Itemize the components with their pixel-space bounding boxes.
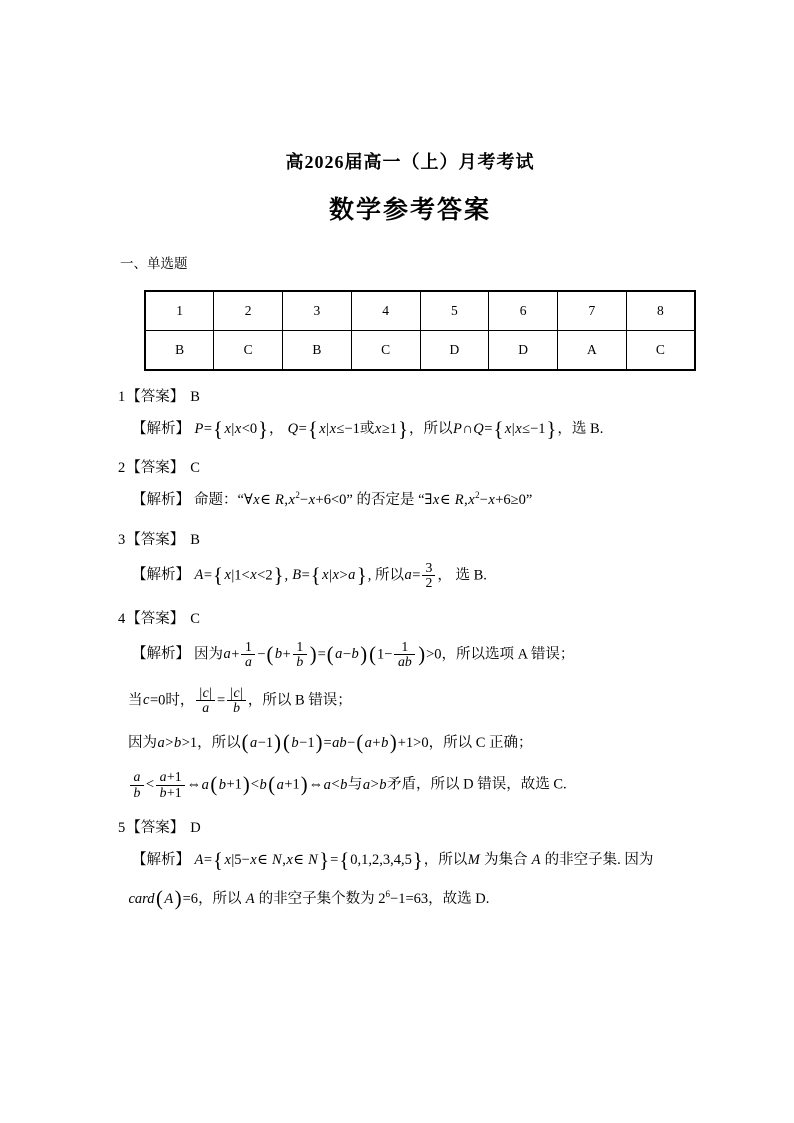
fraction <box>422 561 435 591</box>
analysis-line <box>132 561 702 591</box>
math-variable: c <box>143 692 150 709</box>
answer-label: 【答案】 <box>126 460 185 477</box>
math-variable: x <box>468 492 475 509</box>
tall-delimiter: ) <box>300 774 308 797</box>
fraction <box>156 770 185 800</box>
tall-delimiter: ( <box>156 888 163 911</box>
text-run: 的非空子集个数为 <box>255 890 379 907</box>
math-run: , <box>284 567 292 584</box>
question-5 <box>118 816 702 910</box>
math-variable: b <box>173 734 182 751</box>
math-variable: a <box>364 734 372 751</box>
question-number-cell: 7 <box>558 291 627 331</box>
text-run: ，所以选项 A 错误； <box>441 646 575 663</box>
question-number-cell: 4 <box>351 291 420 331</box>
fraction <box>394 640 415 670</box>
fraction-numerator: 3 <box>425 559 433 575</box>
fraction-numerator: |c| <box>230 684 243 700</box>
text-run: ，所以 <box>408 421 453 437</box>
math-variable: a <box>202 700 210 716</box>
fraction-denominator: 2 <box>422 575 435 590</box>
answer-letter-cell: B <box>145 331 214 371</box>
math-variable: a <box>335 646 343 663</box>
math-run <box>128 891 155 907</box>
math-run: a+b <box>364 734 389 751</box>
math-run: +1>0 <box>397 734 429 751</box>
math-run: ⇔a <box>186 776 209 793</box>
math-run: a>b <box>362 776 387 793</box>
math-run: =6 <box>182 890 199 907</box>
fraction-numerator <box>130 770 144 784</box>
analysis-line <box>132 489 702 511</box>
question-number: 4 <box>118 610 126 627</box>
tall-delimiter: ( <box>356 732 364 755</box>
analysis-line <box>128 888 702 910</box>
answer-letter-cell: C <box>351 331 420 371</box>
math-variable: x <box>322 567 329 584</box>
fraction <box>241 640 255 670</box>
question-number-cell: 8 <box>626 291 695 331</box>
math-run: P= <box>194 421 213 437</box>
math-variable: x <box>515 421 522 437</box>
tall-delimiter: } <box>258 418 269 441</box>
tall-delimiter: ( <box>326 643 334 666</box>
math-variable: b <box>218 776 226 793</box>
math-run: b−1 <box>291 734 315 751</box>
answer-label: 【答案】 <box>126 531 185 548</box>
text-run: ，选 B. <box>557 421 604 437</box>
math-variable: B <box>292 567 302 584</box>
math-run: = <box>217 692 226 709</box>
math-variable: a <box>249 734 258 751</box>
tall-delimiter: ) <box>360 643 368 666</box>
text-run: ” <box>525 492 533 509</box>
math-run: a−b <box>335 646 359 663</box>
math-run <box>531 852 541 868</box>
math-variable: x <box>332 567 339 584</box>
tall-delimiter: } <box>412 849 423 872</box>
section-heading: 一、单选题 <box>120 256 188 271</box>
math-run: a+ <box>223 646 240 663</box>
tall-delimiter: { <box>307 418 318 441</box>
math-run: < <box>145 776 155 793</box>
fraction-numerator: 1 <box>296 638 304 654</box>
math-variable: A <box>245 890 255 907</box>
answer-label: 【答案】 <box>126 389 185 405</box>
answer-heading <box>118 385 702 406</box>
superscript: 2 <box>475 490 480 501</box>
math-variable: N <box>272 852 282 869</box>
text-run: ， <box>269 421 288 437</box>
fraction <box>227 686 246 716</box>
math-run: x≥1 <box>374 421 398 437</box>
text-run: 矛盾，所以 D 错误，故选 C. <box>387 776 567 793</box>
text-run: ，所以 B 错误； <box>247 692 352 709</box>
math-variable: x <box>329 421 337 437</box>
tall-delimiter: } <box>319 849 330 872</box>
math-variable: x <box>286 852 293 869</box>
math-variable: P <box>452 421 462 437</box>
fraction-denominator <box>130 785 144 800</box>
math-run: <b <box>250 776 267 793</box>
math-variable: M <box>467 852 480 869</box>
analysis-line <box>132 418 702 440</box>
math-run: a>b>1 <box>157 734 198 751</box>
question-number-cell: 2 <box>214 291 283 331</box>
math-run: 2 <box>378 890 386 907</box>
answer-letter-cell: B <box>283 331 352 371</box>
math-variable: a <box>276 776 284 793</box>
math-run: a−1 <box>249 734 274 751</box>
math-variable: A <box>531 852 541 869</box>
text-run: 时， <box>165 692 195 709</box>
math-variable: x <box>224 567 231 584</box>
fraction-numerator: |c| <box>199 684 213 700</box>
fraction-denominator <box>241 654 255 669</box>
math-variable: b <box>259 776 267 793</box>
math-run: A= <box>194 852 213 869</box>
math-run: 0,1,2,3,4,5 <box>350 852 412 869</box>
questions-container <box>118 385 702 910</box>
text-run: 的非空子集. 因为 <box>540 852 654 869</box>
tall-delimiter: ) <box>174 888 182 911</box>
math-run: −x+6<0 <box>299 492 347 509</box>
math-variable: x <box>250 852 257 869</box>
tall-delimiter: ( <box>283 732 290 755</box>
math-run: ∀x∈ R,x <box>243 492 295 509</box>
math-variable: a <box>159 769 167 785</box>
math-variable: x <box>253 492 260 509</box>
answer-letter-cell: D <box>420 331 489 371</box>
tall-delimiter: ( <box>268 774 276 797</box>
math-run: >0 <box>426 646 442 663</box>
math-run: , <box>367 567 376 584</box>
fraction-numerator: 1 <box>401 638 409 654</box>
tall-delimiter: { <box>213 849 223 872</box>
math-variable: x <box>488 492 495 509</box>
math-variable: a <box>223 646 231 663</box>
answer-heading <box>118 456 702 477</box>
tall-delimiter: } <box>356 564 367 587</box>
math-run: x|x≤−1 <box>319 421 360 437</box>
analysis-line <box>128 770 702 800</box>
analysis-label: 【解析】 <box>132 492 190 509</box>
answer-letter: B <box>190 389 200 405</box>
math-run: = <box>330 852 339 869</box>
answer-letter-row <box>145 331 695 371</box>
tall-delimiter: { <box>310 564 321 587</box>
answer-label: 【答案】 <box>126 610 185 627</box>
math-variable: R <box>275 492 284 509</box>
tall-delimiter: ( <box>210 774 218 797</box>
answer-letter-cell: A <box>558 331 627 371</box>
answer-heading <box>118 607 702 628</box>
analysis-line <box>132 849 702 871</box>
math-run: x|x>a <box>322 567 356 584</box>
math-variable: a <box>201 776 209 793</box>
math-variable: c <box>233 684 240 700</box>
math-variable: x <box>432 492 440 509</box>
math-run: a+1 <box>276 776 300 793</box>
answer-letter-cell: C <box>214 331 283 371</box>
text-run: 与 <box>347 776 363 793</box>
question-4 <box>118 607 702 800</box>
tall-delimiter: ( <box>241 732 249 755</box>
tall-delimiter: ) <box>389 732 397 755</box>
answer-letter: C <box>190 610 200 627</box>
tall-delimiter: } <box>273 564 284 587</box>
math-variable: b <box>291 734 299 751</box>
math-variable: R <box>454 492 464 509</box>
tall-delimiter: ( <box>266 643 274 666</box>
math-run: x|x≤−1 <box>504 421 546 437</box>
text-run: ，所以 <box>198 890 246 907</box>
question-number-cell: 3 <box>283 291 352 331</box>
text-run: ，所以 <box>197 734 241 751</box>
math-variable: x <box>288 492 295 509</box>
math-variable: b <box>351 646 359 663</box>
math-variable: x <box>224 852 231 869</box>
math-variable: a <box>323 776 331 793</box>
math-run: b+ <box>274 646 291 663</box>
math-variable: A <box>194 567 204 584</box>
tall-delimiter: ) <box>242 774 250 797</box>
math-run: 1− <box>377 646 393 663</box>
math-run <box>164 891 174 907</box>
math-variable: b <box>133 784 141 800</box>
answer-table <box>144 290 696 371</box>
tall-delimiter: { <box>213 564 223 587</box>
fraction-numerator: a+1 <box>159 769 182 785</box>
math-run: −1=63 <box>390 890 429 907</box>
math-variable: N <box>308 852 318 869</box>
question-number: 5 <box>118 820 126 837</box>
tall-delimiter: { <box>213 418 223 441</box>
math-run: ⇔a<b <box>308 776 348 793</box>
math-run: = <box>317 646 326 663</box>
analysis-line <box>132 640 702 670</box>
answer-label: 【答案】 <box>126 820 185 837</box>
text-run: ，故选 D. <box>428 890 490 907</box>
math-variable: Q <box>287 421 299 437</box>
answer-letter: C <box>190 460 200 477</box>
answer-letter: D <box>190 820 201 837</box>
fraction-denominator <box>394 654 415 669</box>
fraction <box>196 686 215 716</box>
math-variable: a <box>362 776 371 793</box>
question-1 <box>118 385 702 440</box>
math-run: =ab− <box>323 734 356 751</box>
math-run: b+1 <box>218 776 242 793</box>
math-run: x|1<x<2 <box>224 567 273 584</box>
tall-delimiter: ) <box>418 643 426 666</box>
question-number-row <box>145 291 695 331</box>
math-variable: x <box>308 492 316 509</box>
math-variable: ab <box>397 654 412 670</box>
question-number-cell: 6 <box>489 291 558 331</box>
fraction-denominator <box>227 700 246 715</box>
tall-delimiter: ) <box>274 732 282 755</box>
tall-delimiter: { <box>493 418 504 441</box>
analysis-line <box>128 686 702 716</box>
math-variable: b <box>340 776 348 793</box>
math-variable: ab <box>332 734 347 751</box>
math-run: x|x<0 <box>224 421 258 437</box>
tall-delimiter: } <box>398 418 408 441</box>
analysis-label: 【解析】 <box>132 852 190 869</box>
question-number-cell: 5 <box>420 291 489 331</box>
math-variable: b <box>159 784 167 800</box>
text-run: 因为 <box>194 646 223 663</box>
math-run <box>467 852 480 868</box>
answer-key-title: 数学参考答案 <box>328 196 491 224</box>
math-run: −x+6≥0 <box>479 492 526 509</box>
text-run: 因为 <box>128 734 157 751</box>
math-run: − <box>257 646 266 663</box>
tall-delimiter: ) <box>315 732 323 755</box>
math-variable: b <box>233 700 240 716</box>
question-number: 2 <box>118 460 126 477</box>
math-variable: x <box>250 567 257 584</box>
answer-letter-cell: C <box>626 331 695 371</box>
fraction <box>293 640 307 670</box>
math-variable: b <box>274 646 283 663</box>
math-variable: b <box>379 776 387 793</box>
fraction-numerator: 1 <box>244 638 252 654</box>
math-variable: A <box>194 852 204 869</box>
tall-delimiter: { <box>339 849 350 872</box>
text-run: ，所以 C 正确； <box>428 734 533 751</box>
answer-heading <box>118 528 702 549</box>
superscript: 6 <box>385 888 391 899</box>
fraction-denominator <box>293 654 307 669</box>
math-variable: A <box>164 890 174 907</box>
math-variable: x <box>234 421 242 437</box>
question-3 <box>118 528 702 591</box>
answer-letter: B <box>190 531 200 548</box>
math-variable: a <box>157 734 165 751</box>
fraction <box>130 770 144 800</box>
math-run <box>245 891 255 907</box>
math-variable: Q <box>473 421 484 437</box>
fraction-denominator <box>196 700 215 715</box>
math-variable: a <box>244 654 252 670</box>
math-variable: x <box>374 421 382 437</box>
tall-delimiter: } <box>546 418 557 441</box>
answer-heading <box>118 816 702 837</box>
math-run: P∩Q= <box>452 421 493 437</box>
analysis-line <box>128 732 702 754</box>
math-run: ∃x∈ R,x <box>424 492 475 509</box>
fraction-denominator: b+1 <box>156 785 185 800</box>
math-run: Q= <box>287 421 307 437</box>
answer-letter-cell: D <box>489 331 558 371</box>
math-variable: x <box>319 421 326 437</box>
question-number: 3 <box>118 531 126 548</box>
math-run: c=0 <box>143 692 166 709</box>
analysis-label: 【解析】 <box>132 567 190 584</box>
math-run: x|5−x∈ N,x∈ N <box>224 852 318 869</box>
math-variable: a <box>404 567 412 584</box>
math-variable: c <box>202 684 209 700</box>
math-variable: b <box>381 734 389 751</box>
math-variable: b <box>296 654 304 670</box>
text-run: ” 的否定是 “ <box>346 492 425 509</box>
text-run: 当 <box>128 692 143 709</box>
exam-title: 高2026届高一（上）月考考试 <box>285 152 535 172</box>
tall-delimiter: ( <box>369 643 377 666</box>
text-run: ， 选 B. <box>437 567 487 584</box>
math-variable: card <box>128 890 155 907</box>
question-2 <box>118 456 702 511</box>
superscript: 2 <box>295 490 300 501</box>
question-number: 1 <box>118 389 126 405</box>
tall-delimiter: ) <box>309 643 317 666</box>
analysis-label: 【解析】 <box>132 421 190 437</box>
math-run: B= <box>292 567 310 584</box>
text-run: 或 <box>359 421 375 437</box>
text-run: 命题：“ <box>194 492 244 509</box>
text-run: 为集合 <box>480 852 532 869</box>
math-run: a= <box>404 567 421 584</box>
question-number-cell: 1 <box>145 291 214 331</box>
math-variable: x <box>504 421 512 437</box>
math-variable: x <box>224 421 231 437</box>
analysis-label: 【解析】 <box>132 646 190 663</box>
text-run: 所以 <box>375 567 405 584</box>
math-variable: a <box>348 567 356 584</box>
text-run: ，所以 <box>423 852 468 869</box>
math-variable: P <box>194 421 204 437</box>
math-variable: a <box>133 769 141 785</box>
math-run: A= <box>194 567 213 584</box>
